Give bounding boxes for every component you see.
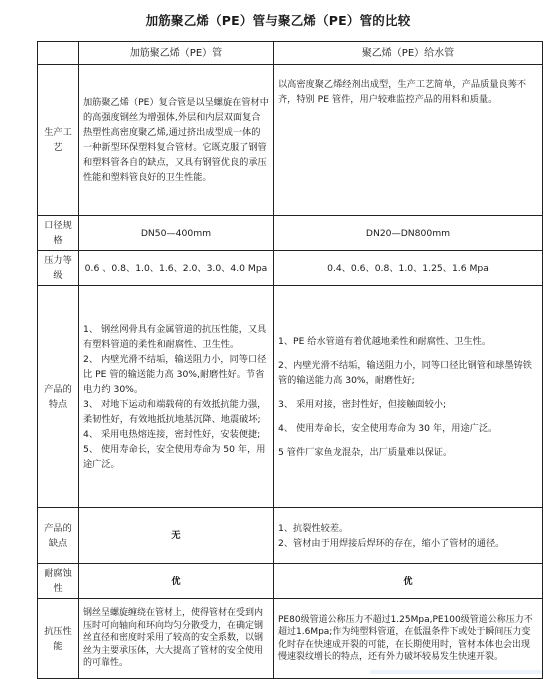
- cell-features-a: [79, 286, 274, 508]
- feature-a-item-2: 2、 内壁光滑不结垢，输送阻力小，同等口径比 PE 管的输送能力高 30%,耐磨性好。节省电力约 30%。: [83, 353, 267, 395]
- defect-b-item-2: 2、管材由于用焊接后焊环的存在，缩小了管材的通径。: [278, 537, 505, 549]
- row-label-defects: 产品的缺点: [38, 508, 79, 564]
- table-row-corrosion: [38, 564, 543, 599]
- feature-a-item-1: 1、 钢丝网骨具有金属管道的抗压性能，又具有塑料管道的柔性和耐腐性、卫生性。: [83, 323, 267, 350]
- cell-process-b: 以高密度聚乙烯经剂出成型，生产工艺简单，产品质量良莠不齐，特别 PE 管件，用户较难监控产品的用料和质量。: [274, 65, 543, 216]
- cell-diameter-b: DN20—DN800mm: [274, 216, 543, 251]
- defect-b-item-1: 1、抗裂性较差。: [278, 522, 349, 534]
- table-row-pressure-resist: [38, 599, 543, 679]
- feature-a-item-3: 3、 对地下运动和端载荷的有效抵抗能力强，柔韧性好，有效地抵抗地基沉降、地震破坏;: [83, 398, 267, 425]
- table-row-features: [38, 286, 543, 508]
- cell-defects-a: 无: [79, 508, 274, 564]
- cell-corrosion-b: 优: [274, 564, 543, 599]
- table-header-row: [38, 42, 543, 65]
- cell-process-a: 加筋聚乙烯（PE）复合管是以呈螺旋在管材中的高强度钢丝为增强体,外层和内层双面复合热塑性高密度聚乙烯,通过挤出成型成一体的一种新型环保塑料复合管材。它既克服了钢管和塑料管各自的缺点，又具有钢管优良的承压性能和塑料管良好的卫生性能。: [79, 65, 274, 216]
- feature-b-item-3: 3、 采用对接，密封性好，但接触面较小;: [278, 398, 447, 410]
- table-row-process: [38, 65, 543, 216]
- cell-pressure-a: 0.6 、0.8、1.0、1.6、2.0、3.0、4.0 Mpa: [79, 251, 274, 286]
- table-row-pressure: [38, 251, 543, 286]
- cell-pressure-resist-b: PE80级管道公称压力不超过1.25Mpa,PE100级管道公称压力不超过1.6Mpa;作为纯塑料管道，在低温条件下或处于瞬间压力变化时存在快速成开裂的可能，在长期使用时，管材本体也会出现慢速裂纹增长的特点，还有外力破坏较易发生快速开裂。: [274, 599, 543, 679]
- cell-pressure-resist-a: 钢丝呈螺旋缠绕在管材上，使得管材在受到内压时可向轴向和环向均匀分散受力，在确定钢丝直径和密度时采用了较高的安全系数，以钢丝为主要承压体，大大提高了管材的安全使用的可靠性。: [79, 599, 274, 679]
- feature-a-item-5: 5、 使用寿命长，安全使用寿命为 50 年，用途广泛。: [83, 443, 266, 470]
- row-label-features: 产品的特点: [38, 286, 79, 508]
- row-label-pressure-resist: 抗压性能: [38, 599, 79, 679]
- table-row-defects: [38, 508, 543, 564]
- cell-diameter-a: DN50—400mm: [79, 216, 274, 251]
- cell-defects-b: [274, 508, 543, 564]
- table-row-diameter: [38, 216, 543, 251]
- page-title: 加筋聚乙烯（PE）管与聚乙烯（PE）管的比较: [145, 13, 411, 28]
- row-label-corrosion: 耐腐蚀性: [38, 564, 79, 599]
- feature-b-item-1: 1、PE 给水管道有着优越地柔性和耐腐性、卫生性。: [278, 335, 492, 347]
- cell-features-b: [274, 286, 543, 508]
- comparison-table: [37, 41, 543, 679]
- row-label-process: 生产工艺: [38, 65, 79, 216]
- cell-corrosion-a: 优: [79, 564, 274, 599]
- header-col-b: 聚乙烯（PE）给水管: [274, 42, 543, 65]
- feature-b-item-5: 5 管件厂家鱼龙混杂，出厂质量难以保证。: [278, 446, 453, 458]
- header-col-a: 加筋聚乙烯（PE）管: [79, 42, 274, 65]
- feature-b-item-4: 4、 使用寿命长，安全使用寿命为 30 年，用途广泛。: [278, 422, 498, 434]
- feature-b-item-2: 2、内壁光滑不结垢，输送阻力小，同等口径比钢管和球墨铸铁管的输送能力高 30%，耐磨性好;: [278, 359, 532, 386]
- feature-a-item-4: 4、 采用电热熔连接，密封性好，安装便捷;: [83, 428, 261, 440]
- header-empty-cell: [38, 42, 79, 65]
- cell-pressure-b: 0.4、0.6、0.8、1.0、1.25、1.6 Mpa: [274, 251, 543, 286]
- row-label-diameter: 口径规格: [38, 216, 79, 251]
- row-label-pressure: 压力等级: [38, 251, 79, 286]
- page-edge-shadow: [370, 670, 542, 674]
